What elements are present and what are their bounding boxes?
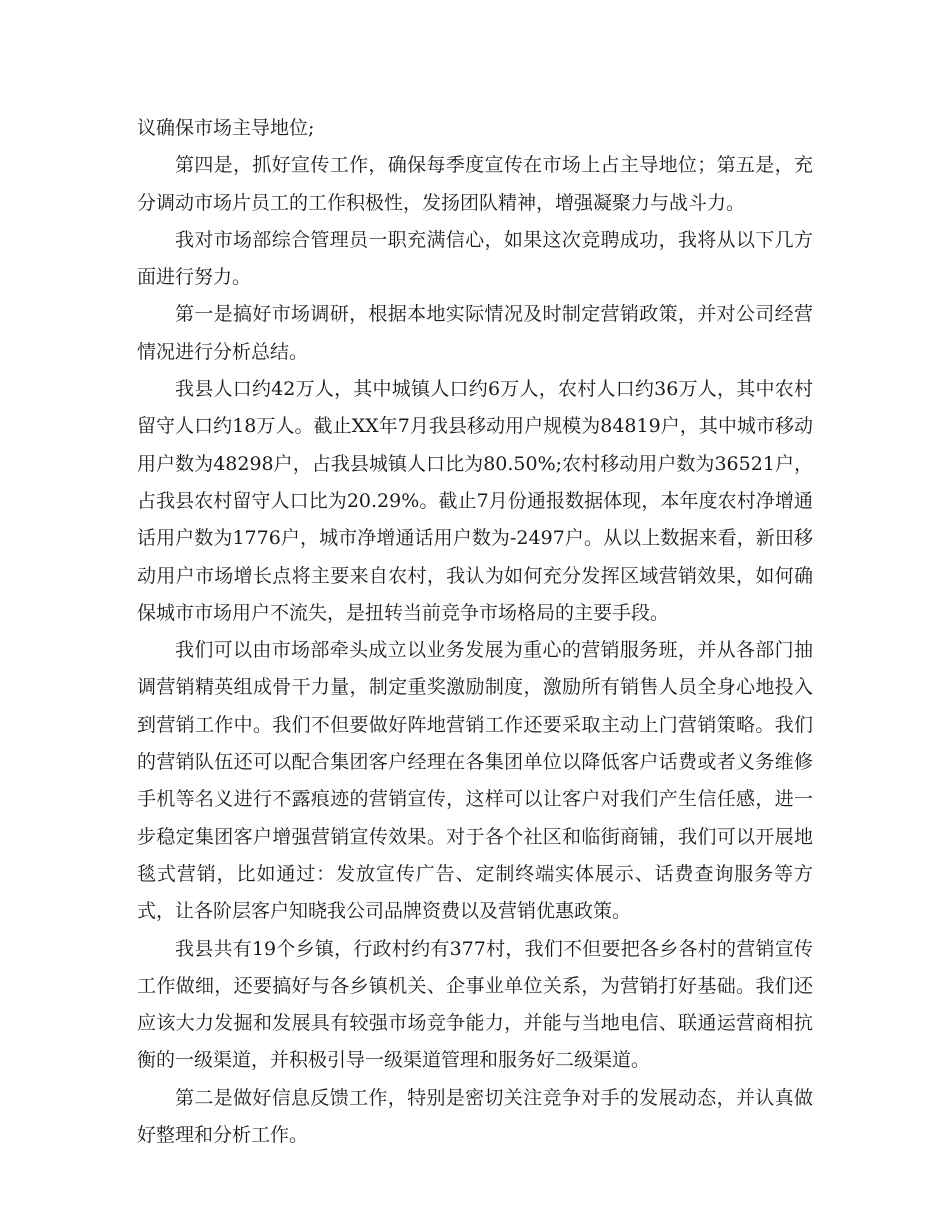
paragraph-7: 我县共有19个乡镇，行政村约有377村，我们不但要把各乡各村的营销宣传工作做细，还要搞好与各乡镇机关、企事业单位关系，为营销打好基础。我们还应该大力发掘和发展具有较强市场竞争能力，并能与当地电信、联通运营商相抗衡的一级渠道，并积极引导一级渠道管理和服务好二级渠道。 <box>137 937 813 1072</box>
paragraph-2: 第四是，抓好宣传工作，确保每季度宣传在市场上占主导地位；第五是，充分调动市场片员工的工作积极性，发扬团队精神，增强凝聚力与战斗力。 <box>137 154 813 214</box>
paragraph-6: 我们可以由市场部牵头成立以业务发展为重心的营销服务班，并从各部门抽调营销精英组成骨干力量，制定重奖激励制度，激励所有销售人员全身心地投入到营销工作中。我们不但要做好阵地营销工作还要采取主动上门营销策略。我们的营销队伍还可以配合集团客户经理在各集团单位以降低客户话费或者义务维修手机等名义进行不露痕迹的营销宣传，这样可以让客户对我们产生信任感，进一步稳定集团客户增强营销宣传效果。对于各个社区和临街商铺，我们可以开展地毯式营销，比如通过：发放宣传广告、定制终端实体展示、话费查询服务等方式，让各阶层客户知晓我公司品牌资费以及营销优惠政策。 <box>137 639 813 923</box>
paragraph-3: 我对市场部综合管理员一职充满信心，如果这次竞聘成功，我将从以下几方面进行努力。 <box>137 228 813 289</box>
paragraph-4: 第一是搞好市场调研，根据本地实际情况及时制定营销政策，并对公司经营情况进行分析总结。 <box>137 303 813 363</box>
paragraph-8: 第二是做好信息反馈工作，特别是密切关注竞争对手的发展动态，并认真做好整理和分析工作。 <box>137 1086 813 1147</box>
paragraph-5: 我县人口约42万人，其中城镇人口约6万人，农村人口约36万人，其中农村留守人口约18万人。截止XX年7月我县移动用户规模为84819户，其中城市移动用户数为48298户，占我县城镇人口比为80.50%;农村移动用户数为36521户，占我县农村留守人口比为20.29%。截止7月份通报数据体现，本年度农村净增通话用户数为1776户，城市净增通话用户数为-2497户。从以上数据来看，新田移动用户市场增长点将主要来自农村，我认为如何充分发挥区域营销效果，如何确保城市市场用户不流失，是扭转当前竞争市场格局的主要手段。 <box>137 378 813 624</box>
document-body <box>137 110 813 1154</box>
paragraph-1: 议确保市场主导地位; <box>137 117 315 139</box>
